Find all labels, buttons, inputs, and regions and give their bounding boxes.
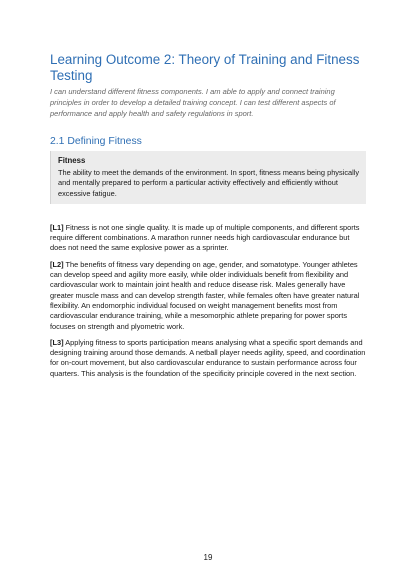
definition-title: Fitness <box>58 156 86 165</box>
learning-outcome-intro: I can understand different fitness components. I am able to apply and connect training principles in order to develop a detailed training concept. I can test different aspects of performance and apply health and safety regulations in sport. <box>50 87 336 118</box>
paragraph-tag: [L2] <box>50 259 64 269</box>
paragraph-l1 <box>50 223 366 254</box>
paragraph-text: Fitness is not one single quality. It is made up of multiple components, and different sports require different combinations. A marathon runner needs high cardiovascular endurance but does not need the same explosive power as a sprinter. <box>50 222 360 253</box>
paragraph-tag: [L3] <box>50 337 64 347</box>
definition-text: The ability to meet the demands of the environment. In sport, fitness means being physically and mentally prepared to perform a particular activity effectively and efficiently without excessive fatigue. <box>58 168 360 198</box>
paragraph-tag: [L1] <box>50 222 64 232</box>
definition-box <box>50 151 366 204</box>
paragraph-text: Applying fitness to sports participation means analysing what a specific sport demands and designing training around those demands. A netball player needs agility, speed, and coordination for on-court movement, but also cardiovascular endurance to sustain performance across four quarters. This analysis is the foundation of the specificity principle covered in the next section. <box>50 337 366 378</box>
section-title: 2.1 Defining Fitness <box>50 136 142 147</box>
paragraph-text: The benefits of fitness vary depending on age, gender, and somatotype. Younger athletes can develop speed and agility more easily, while older individuals benefit from flexibility and cardiovascular work to maintain joint health and reduce disease risk. Males generally have greater muscle mass and can develop strength faster, while females often have greater natural flexibility. An endomorphic individual focused on weight management benefits most from cardiovascular endurance training, while a mesomorphic athlete preparing for power sports focuses on strength and plyometric work. <box>50 259 360 331</box>
page-title: Learning Outcome 2: Theory of Training and Fitness Testing <box>50 52 360 83</box>
page-number: 19 <box>203 553 213 562</box>
page-content <box>50 52 366 379</box>
paragraph-l2 <box>50 260 366 332</box>
paragraph-l3 <box>50 338 366 379</box>
